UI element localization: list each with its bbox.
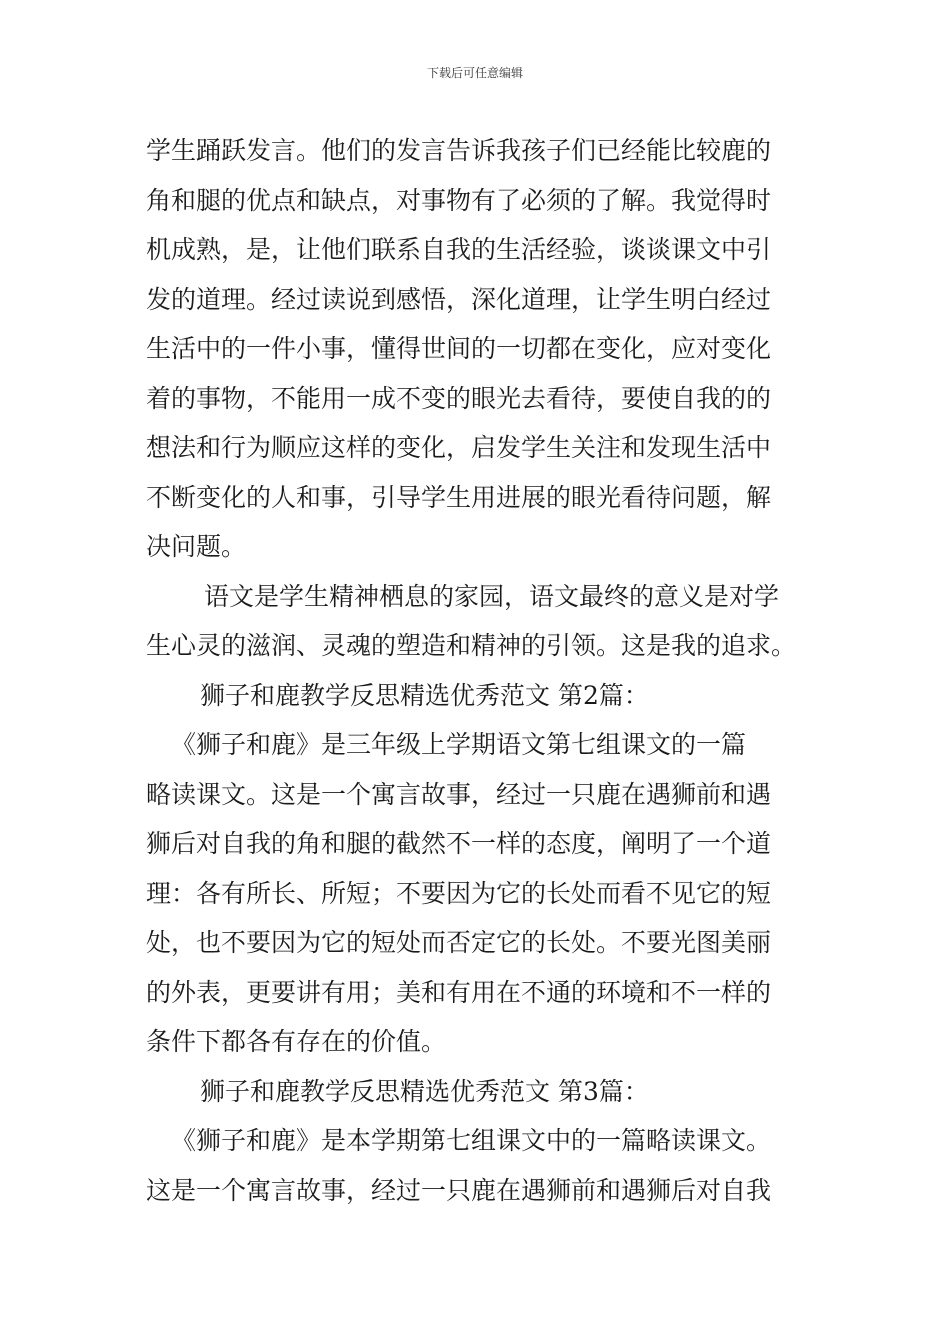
text-line: 略读课文。这是一个寓言故事，经过一只鹿在遇狮前和遇: [146, 779, 772, 809]
page-header: 下载后可任意编辑: [426, 66, 523, 80]
document-body: [146, 126, 826, 1215]
text-line: 想法和行为顺应这样的变化，启发学生关注和发现生活中: [146, 433, 772, 462]
paragraph-3: [146, 720, 826, 1067]
section-heading-2: [146, 671, 826, 721]
text-line: 决问题。: [146, 532, 247, 561]
text-line: 狮后对自我的角和腿的截然不一样的态度，阐明了一个道: [146, 829, 772, 858]
text-line: 生活中的一件小事，懂得世间的一切都在变化，应对变化: [146, 334, 772, 363]
text-line: 发的道理。经过读说到感悟，深化道理，让学生明白经过: [146, 284, 772, 314]
text-line: 学生踊跃发言。他们的发言告诉我孩子们已经能比较鹿的: [146, 136, 772, 165]
text-line: 角和腿的优点和缺点，对事物有了必须的了解。我觉得时: [146, 185, 772, 215]
text-line: 不断变化的人和事，引导学生用进展的眼光看待问题，解: [146, 482, 772, 512]
text-line: 的外表，更要讲有用；美和有用在不通的环境和不一样的: [146, 977, 772, 1007]
text-line: 《狮子和鹿》是三年级上学期语文第七组课文的一篇: [171, 730, 747, 759]
text-line: 生心灵的滋润、灵魂的塑造和精神的引领。这是我的追求。: [146, 631, 797, 660]
section-heading: 狮子和鹿教学反思精选优秀范文 第3篇：: [200, 1076, 649, 1106]
text-line: 《狮子和鹿》是本学期第七组课文中的一篇略读课文。: [171, 1126, 772, 1155]
paragraph-4: [146, 1116, 826, 1215]
section-heading: 狮子和鹿教学反思精选优秀范文 第2篇：: [200, 680, 649, 710]
text-line: 机成熟，是，让他们联系自我的生活经验，谈谈课文中引: [146, 235, 772, 264]
text-line: 语文是学生精神栖息的家园，语文最终的意义是对学: [204, 581, 780, 611]
text-line: 这是一个寓言故事，经过一只鹿在遇狮前和遇狮后对自我: [146, 1175, 772, 1205]
text-line: 处，也不要因为它的短处而否定它的长处。不要光图美丽: [146, 928, 772, 957]
paragraph-1: [146, 126, 826, 572]
section-heading-3: [146, 1067, 826, 1117]
text-line: 条件下都各有存在的价值。: [146, 1027, 447, 1056]
paragraph-2: [146, 572, 826, 671]
text-line: 理：各有所长、所短；不要因为它的长处而看不见它的短: [146, 878, 772, 908]
text-line: 着的事物，不能用一成不变的眼光去看待，要使自我的的: [146, 383, 772, 413]
